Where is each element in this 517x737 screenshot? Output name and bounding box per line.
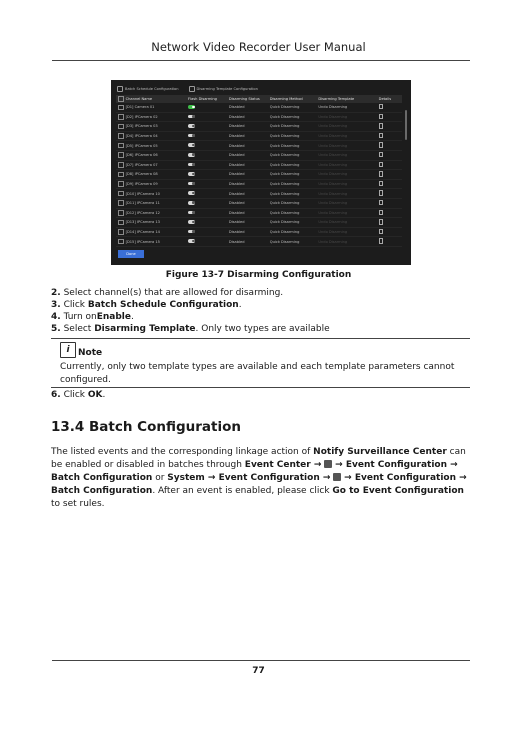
enable-cell	[186, 134, 227, 139]
enable-toggle[interactable]	[188, 163, 195, 167]
channel-cell	[116, 210, 186, 216]
method-cell: Quick Disarming	[269, 114, 300, 119]
row-checkbox[interactable]	[118, 143, 124, 149]
enable-toggle[interactable]	[188, 230, 195, 234]
step-4: 4. Turn onEnable.	[51, 312, 134, 322]
status-cell: Disabled	[228, 105, 245, 110]
enable-toggle[interactable]	[188, 201, 195, 205]
section-paragraph: The listed events and the corresponding linkage action of Notify Surveillance Center can be enabled or disabled in batches through Event Center → → Event Configuration → Batch Configuration or System → Event Configuration → → Event Configuration → Batch Configuration. After an event is enabled, please click Go to Event Configuration to set rules.	[51, 447, 467, 509]
status-cell: Disabled	[228, 182, 245, 187]
status-cell: Disabled	[228, 124, 245, 129]
enable-cell	[186, 115, 227, 120]
channel-cell	[116, 229, 186, 235]
details-icon[interactable]	[379, 104, 384, 109]
enable-cell	[186, 143, 227, 148]
details-cell	[377, 229, 402, 235]
method-cell: Quick Disarming	[269, 143, 300, 148]
details-icon[interactable]	[379, 123, 384, 128]
status-cell: Disabled	[228, 114, 245, 119]
enable-cell	[186, 230, 227, 235]
row-checkbox[interactable]	[118, 181, 124, 187]
status-cell: Disabled	[228, 201, 245, 206]
enable-toggle[interactable]	[188, 134, 195, 138]
template-cell[interactable]: Undo Disarming	[318, 210, 348, 215]
channel-name: [D15] IPCamera 15	[125, 239, 160, 244]
template-cell[interactable]: Undo Disarming	[318, 191, 348, 196]
enable-toggle[interactable]	[188, 211, 195, 215]
figure-tabs	[117, 84, 258, 94]
enable-cell	[186, 124, 227, 129]
details-icon[interactable]	[379, 210, 384, 215]
channel-cell	[116, 172, 186, 178]
settings-icon	[333, 473, 341, 481]
status-cell: Disabled	[228, 239, 245, 244]
details-cell	[377, 190, 402, 196]
row-checkbox[interactable]	[118, 210, 124, 216]
column-disarming-method: Disarming Method	[269, 97, 303, 101]
template-cell[interactable]: Undo Disarming	[318, 143, 348, 148]
note-top-divider	[51, 338, 470, 339]
enable-cell	[186, 182, 227, 187]
enable-cell	[186, 163, 227, 168]
status-cell: Disabled	[228, 172, 245, 177]
channel-name: [D9] IPCamera 09	[125, 182, 158, 187]
template-cell[interactable]: Undo Disarming	[318, 239, 348, 244]
channel-cell	[116, 191, 186, 197]
row-checkbox[interactable]	[118, 152, 124, 158]
details-cell	[377, 219, 402, 225]
method-cell: Quick Disarming	[269, 153, 300, 158]
template-cell[interactable]: Undo Disarming	[318, 182, 348, 187]
step-6: 6. Click OK.	[51, 390, 106, 400]
template-cell[interactable]: Undo Disarming	[318, 114, 348, 119]
figure-caption: Figure 13-7 Disarming Configuration	[165, 270, 352, 280]
column-disarming-status: Disarming Status	[228, 97, 260, 101]
details-icon[interactable]	[379, 238, 384, 243]
section-title: 13.4 Batch Configuration	[51, 419, 241, 435]
table-body	[116, 103, 402, 247]
select-all-checkbox[interactable]	[118, 96, 124, 102]
row-checkbox[interactable]	[118, 162, 124, 168]
row-checkbox[interactable]	[118, 133, 124, 139]
table-row[interactable]	[116, 180, 402, 190]
channel-cell	[116, 181, 186, 187]
event-center-icon	[324, 460, 332, 468]
channel-name: [D2] IPCamera 02	[125, 114, 158, 119]
method-cell: Quick Disarming	[269, 191, 300, 196]
disarming-table	[116, 95, 402, 247]
enable-cell	[186, 201, 227, 206]
channel-cell	[116, 143, 186, 149]
method-cell: Quick Disarming	[269, 220, 300, 225]
tab-label: Disarming Template Configuration	[196, 87, 258, 91]
template-cell[interactable]: Undo Disarming	[318, 105, 348, 110]
table-row[interactable]	[116, 199, 402, 209]
details-cell	[377, 142, 402, 148]
details-icon[interactable]	[379, 181, 384, 186]
enable-cell	[186, 172, 227, 177]
column-details: Details	[378, 97, 392, 101]
enable-cell	[186, 211, 227, 216]
template-cell[interactable]: Undo Disarming	[318, 172, 348, 177]
channel-name: [D1] Camera 01	[125, 105, 155, 110]
details-icon[interactable]	[379, 190, 384, 195]
table-row[interactable]	[116, 189, 402, 199]
method-cell: Quick Disarming	[269, 124, 300, 129]
channel-name: [D8] IPCamera 08	[125, 172, 158, 177]
method-cell: Quick Disarming	[269, 162, 300, 167]
details-cell	[377, 162, 402, 168]
disarming-configuration-screenshot	[111, 80, 411, 265]
details-icon[interactable]	[379, 219, 384, 224]
column-disarming-template: Disarming Template	[318, 97, 355, 101]
template-cell[interactable]: Undo Disarming	[318, 124, 348, 129]
enable-cell	[186, 220, 227, 225]
row-checkbox[interactable]	[118, 114, 124, 120]
channel-cell	[116, 124, 186, 130]
config-icon	[117, 86, 123, 92]
details-cell	[377, 171, 402, 177]
tab-batch-schedule[interactable]	[117, 86, 179, 92]
details-icon[interactable]	[379, 229, 384, 234]
table-row[interactable]	[116, 170, 402, 180]
channel-cell	[116, 133, 186, 139]
enable-cell	[186, 153, 227, 158]
row-checkbox[interactable]	[118, 191, 124, 197]
step-5: 5. Select Disarming Template. Only two types are available	[51, 324, 330, 334]
row-checkbox[interactable]	[118, 200, 124, 206]
template-cell[interactable]: Undo Disarming	[318, 220, 348, 225]
details-cell	[377, 123, 402, 129]
info-icon: i	[60, 342, 76, 358]
details-cell	[377, 238, 402, 244]
table-row[interactable]	[116, 122, 402, 132]
method-cell: Quick Disarming	[269, 210, 300, 215]
row-checkbox[interactable]	[118, 220, 124, 226]
table-row[interactable]	[116, 218, 402, 228]
table-row[interactable]	[116, 113, 402, 123]
table-row[interactable]	[116, 132, 402, 142]
enable-toggle[interactable]	[188, 143, 195, 147]
method-cell: Quick Disarming	[269, 172, 300, 177]
details-icon[interactable]	[379, 171, 384, 176]
channel-cell	[116, 220, 186, 226]
enable-toggle[interactable]	[188, 182, 195, 186]
channel-cell	[116, 200, 186, 206]
channel-name: [D3] IPCamera 03	[125, 124, 158, 129]
table-row[interactable]	[116, 103, 402, 113]
footer-divider	[52, 660, 470, 661]
note-heading	[60, 342, 102, 358]
method-cell: Quick Disarming	[269, 134, 300, 139]
channel-cell	[116, 152, 186, 158]
template-cell[interactable]: Undo Disarming	[318, 230, 348, 235]
channel-cell	[116, 162, 186, 168]
template-cell[interactable]: Undo Disarming	[318, 201, 348, 206]
edit-icon	[189, 86, 195, 92]
tab-disarming-template[interactable]	[189, 86, 258, 92]
table-row[interactable]	[116, 151, 402, 161]
details-icon[interactable]	[379, 114, 384, 119]
method-cell: Quick Disarming	[269, 201, 300, 206]
channel-cell	[116, 239, 186, 245]
channel-name: [D7] IPCamera 07	[125, 162, 158, 167]
method-cell: Quick Disarming	[269, 239, 300, 244]
details-cell	[377, 210, 402, 216]
channel-name: [D10] IPCamera 10	[125, 191, 160, 196]
enable-toggle[interactable]	[188, 172, 195, 176]
page-header-title: Network Video Recorder User Manual	[151, 40, 366, 54]
details-cell	[377, 200, 402, 206]
note-label: Note	[78, 348, 103, 358]
enable-toggle[interactable]	[188, 191, 195, 195]
row-checkbox[interactable]	[118, 239, 124, 245]
header-divider	[52, 60, 470, 61]
table-header	[116, 95, 402, 103]
details-icon[interactable]	[379, 162, 384, 167]
done-button[interactable]: Done	[118, 250, 144, 258]
table-row[interactable]	[116, 161, 402, 171]
channel-name: [D4] IPCamera 04	[125, 134, 158, 139]
scrollbar[interactable]	[405, 110, 407, 140]
details-cell	[377, 104, 402, 110]
enable-toggle[interactable]	[188, 124, 195, 128]
enable-toggle[interactable]	[188, 239, 195, 243]
channel-name: [D12] IPCamera 12	[125, 210, 160, 215]
details-cell	[377, 181, 402, 187]
details-icon[interactable]	[379, 152, 384, 157]
status-cell: Disabled	[228, 210, 245, 215]
row-checkbox[interactable]	[118, 172, 124, 178]
status-cell: Disabled	[228, 143, 245, 148]
template-cell[interactable]: Undo Disarming	[318, 153, 348, 158]
details-icon[interactable]	[379, 200, 384, 205]
column-flash-disarming: Flash Disarming	[188, 97, 217, 101]
row-checkbox[interactable]	[118, 124, 124, 130]
enable-toggle[interactable]	[188, 153, 195, 157]
details-cell	[377, 152, 402, 158]
status-cell: Disabled	[228, 230, 245, 235]
channel-name: [D14] IPCamera 14	[125, 230, 160, 235]
note-text: Currently, only two template types are available and each template parameters cannot configured.	[60, 362, 455, 385]
enable-toggle[interactable]	[188, 220, 195, 224]
details-icon[interactable]	[379, 133, 384, 138]
tab-label: Batch Schedule Configuration	[125, 87, 179, 91]
step-3: 3. Click Batch Schedule Configuration.	[51, 300, 242, 310]
table-row[interactable]	[116, 237, 402, 247]
status-cell: Disabled	[228, 153, 245, 158]
method-cell: Quick Disarming	[269, 105, 300, 110]
enable-cell	[186, 105, 227, 110]
enable-toggle[interactable]	[188, 115, 195, 119]
step-2: 2. Select channel(s) that are allowed for disarming.	[51, 288, 284, 298]
channel-name: [D11] IPCamera 11	[125, 201, 160, 206]
status-cell: Disabled	[228, 162, 245, 167]
enable-cell	[186, 239, 227, 244]
channel-name: [D6] IPCamera 06	[125, 153, 158, 158]
status-cell: Disabled	[228, 191, 245, 196]
enable-cell	[186, 191, 227, 196]
status-cell: Disabled	[228, 220, 245, 225]
method-cell: Quick Disarming	[269, 230, 300, 235]
status-cell: Disabled	[228, 134, 245, 139]
details-icon[interactable]	[379, 142, 384, 147]
channel-name: [D13] IPCamera 13	[125, 220, 160, 225]
template-cell[interactable]: Undo Disarming	[318, 162, 348, 167]
note-bottom-divider	[51, 387, 470, 388]
details-cell	[377, 114, 402, 120]
channel-cell	[116, 105, 186, 111]
column-channel-name: Channel Name	[116, 96, 186, 102]
page-number: 77	[252, 666, 265, 676]
channel-name: [D5] IPCamera 05	[125, 143, 158, 148]
enable-toggle[interactable]	[188, 105, 195, 109]
method-cell: Quick Disarming	[269, 182, 300, 187]
table-row[interactable]	[116, 209, 402, 219]
template-cell[interactable]: Undo Disarming	[318, 134, 348, 139]
table-row[interactable]	[116, 141, 402, 151]
channel-cell	[116, 114, 186, 120]
table-row[interactable]	[116, 228, 402, 238]
row-checkbox[interactable]	[118, 105, 124, 111]
details-cell	[377, 133, 402, 139]
row-checkbox[interactable]	[118, 229, 124, 235]
